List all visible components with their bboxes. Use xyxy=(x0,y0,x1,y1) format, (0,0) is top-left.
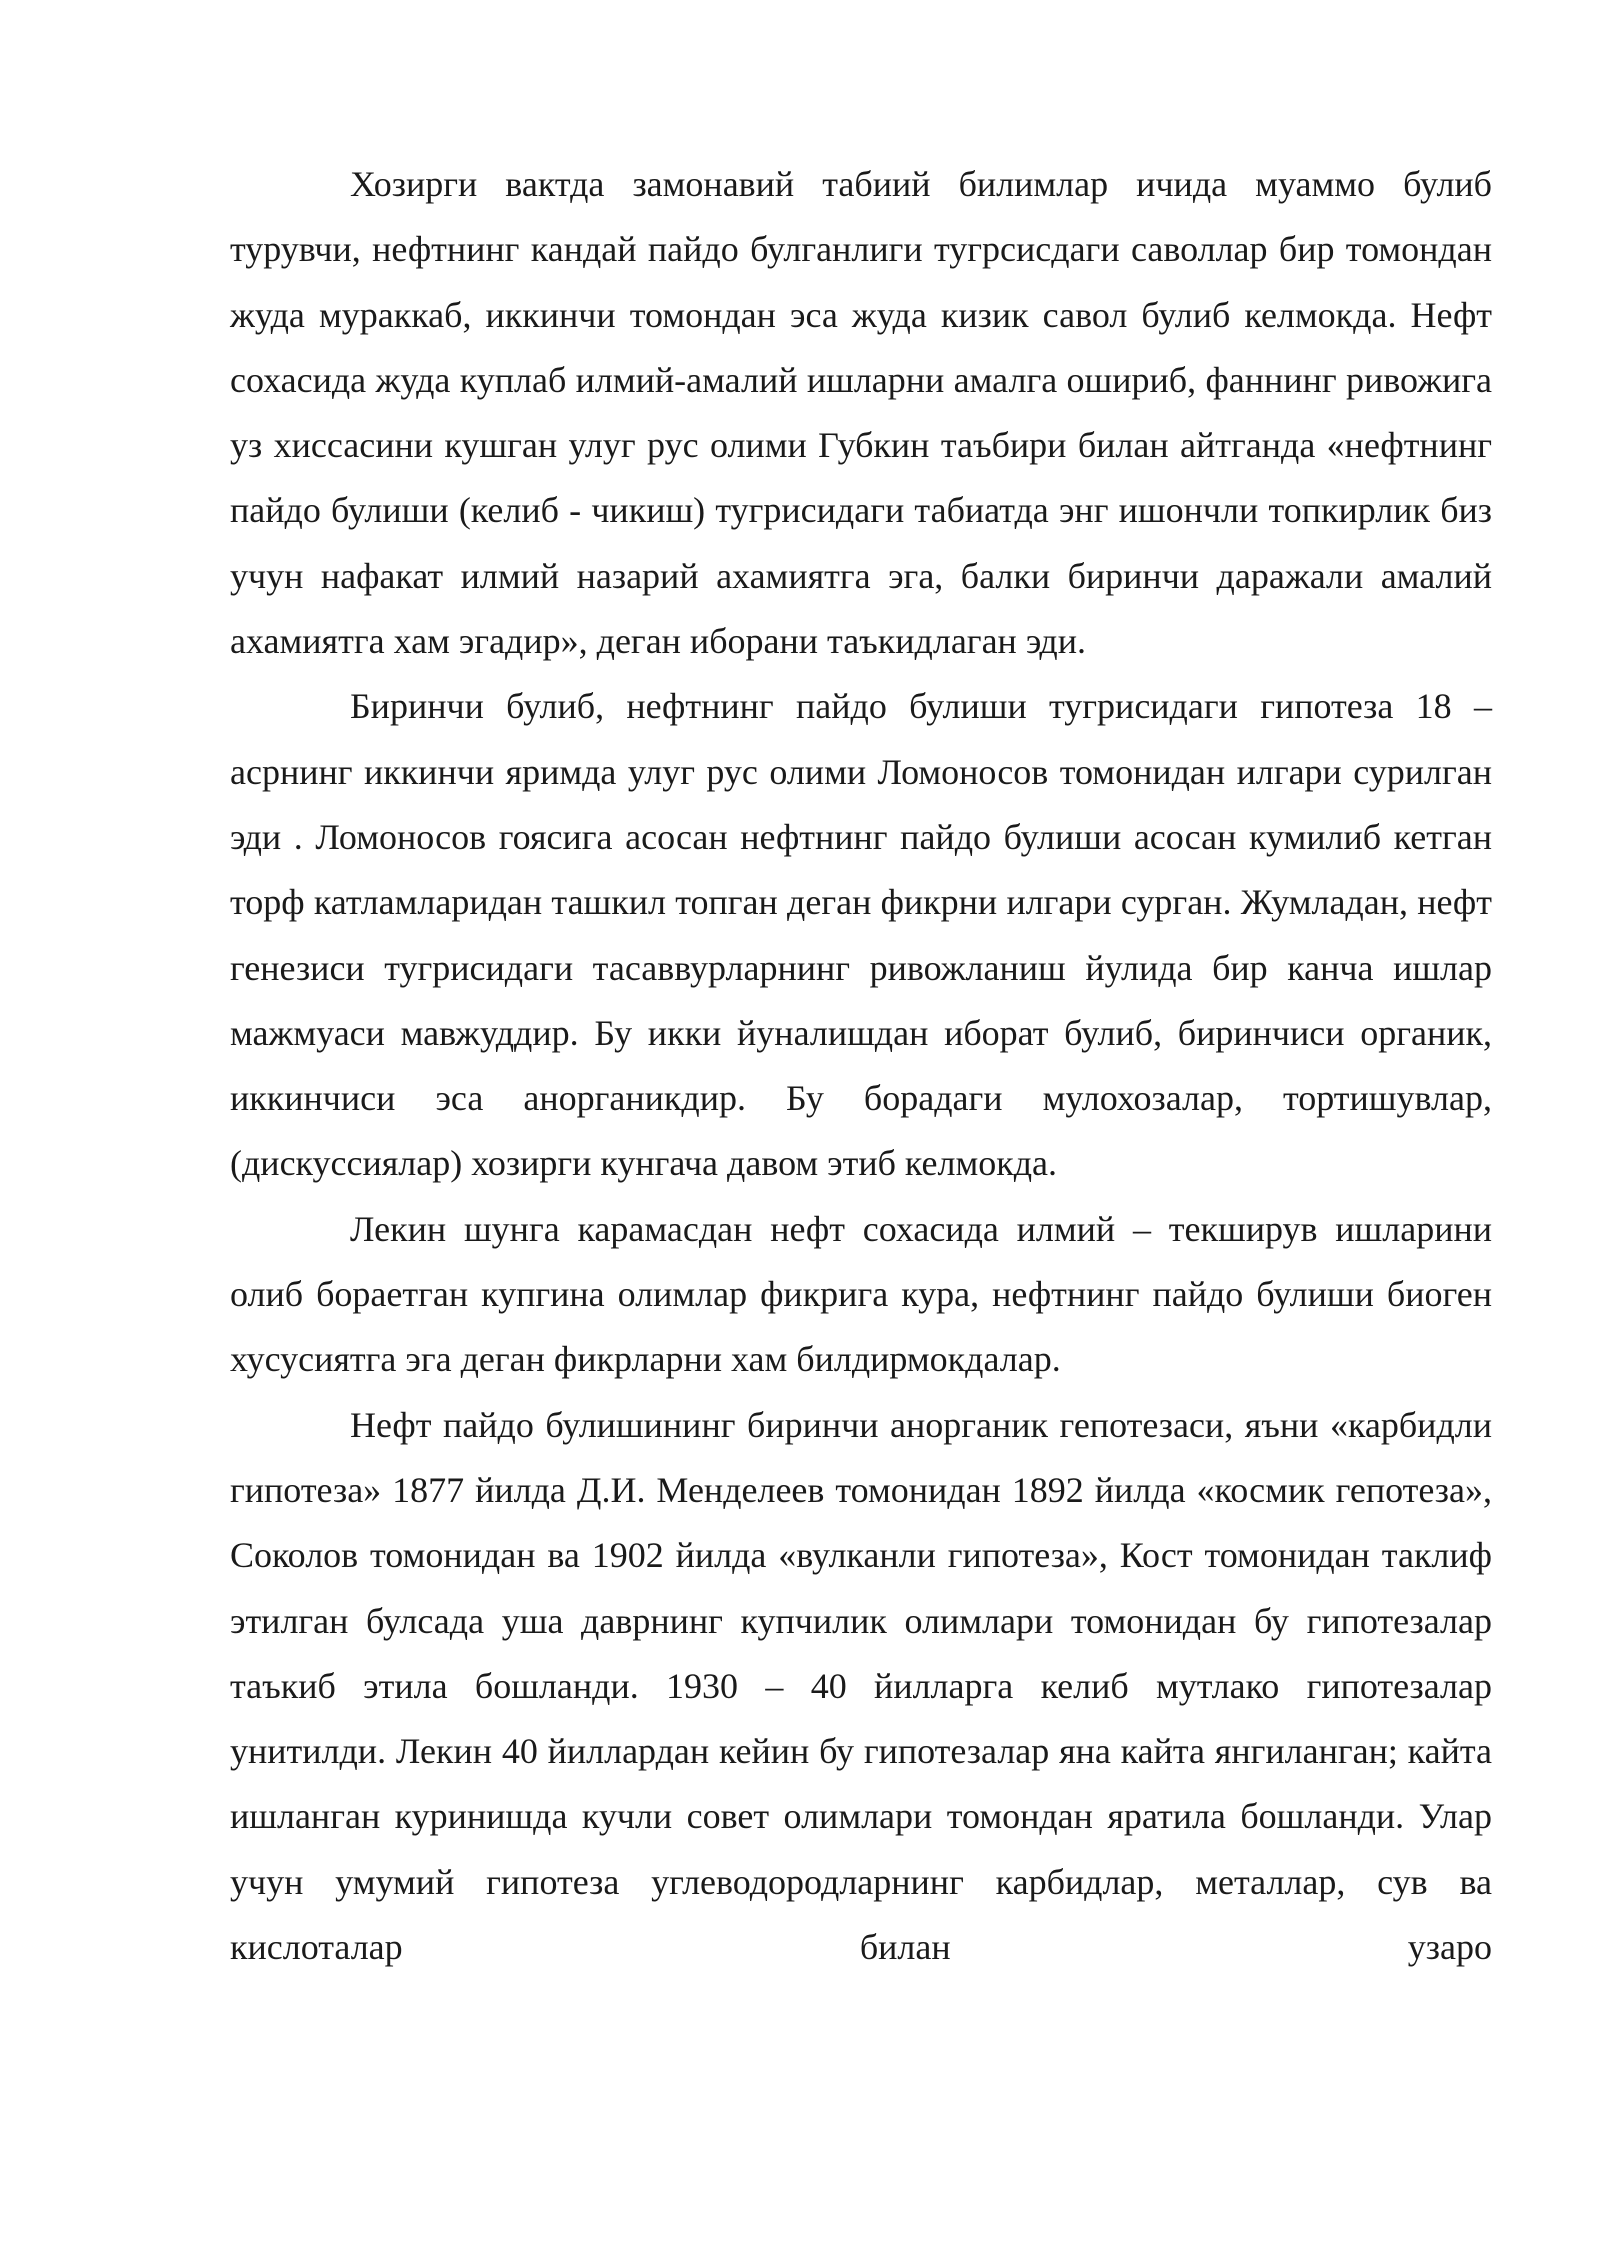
paragraph-2: Биринчи булиб, нефтнинг пайдо булиши тугрисидаги гипотеза 18 – асрнинг иккинчи яримда улуг рус олими Ломоносов томонидан илгари сурилган эди . Ломоносов гоясига асосан нефтнинг пайдо булиши асосан кумилиб кетган торф катламларидан ташкил топган деган фикрни илгари сурган. Жумладан, нефт генезиси тугрисидаги тасаввурларнинг ривожланиш йулида бир канча ишлар мажмуаси мавжуддир. Бу икки йуналишдан иборат булиб, биринчиси органик, иккинчиси эса анорганикдир. Бу борадаги мулохозалар, тортишувлар, (дискуссиялар) хозирги кунгача давом этиб келмокда. xyxy=(230,686,1492,1184)
paragraph-4: Нефт пайдо булишининг биринчи анорганик гепотезаси, яъни «карбидли гипотеза» 1877 йилда Д.И. Менделеев томонидан 1892 йилда «космик гепотеза», Соколов томонидан ва 1902 йилда «вулканли гипотеза», Кост томонидан таклиф этилган булсада уша даврнинг купчилик олимлари томонидан бу гипотезалар таъкиб этила бошланди. 1930 – 40 йилларга келиб мутлако гипотезалар унитилди. Лекин 40 йиллардан кейин бу гипотезалар яна кайта янгиланган; кайта ишланган куринишда кучли совет олимлари томондан яратила бошланди. Улар учун умумий гипотеза углеводородларнинг карбидлар, металлар, сув ва кислоталар билан узаро xyxy=(230,1404,1492,1968)
paragraph-3: Лекин шунга карамасдан нефт сохасида илмий – текширув ишларини олиб бораетган купгина олимлар фикрига кура, нефтнинг пайдо булиши биоген хусусиятга эга деган фикрларни хам билдирмокдалар. xyxy=(230,1208,1492,1380)
document-page xyxy=(230,152,1492,1980)
paragraph-1: Хозирги вактда замонавий табиий билимлар ичида муаммо булиб турувчи, нефтнинг кандай пайдо булганлиги тугрсисдаги саволлар бир томондан жуда мураккаб, иккинчи томондан эса жуда кизик савол булиб келмокда. Нефт сохасида жуда куплаб илмий-амалий ишларни амалга ошириб, фаннинг ривожига уз хиссасини кушган улуг рус олими Губкин таъбири билан айтганда «нефтнинг пайдо булиши (келиб - чикиш) тугрисидаги табиатда энг ишончли топкирлик биз учун нафакат илмий назарий ахамиятга эга, балки биринчи даражали амалий ахамиятга хам эгадир», деган иборани таъкидлаган эди. xyxy=(230,164,1492,662)
